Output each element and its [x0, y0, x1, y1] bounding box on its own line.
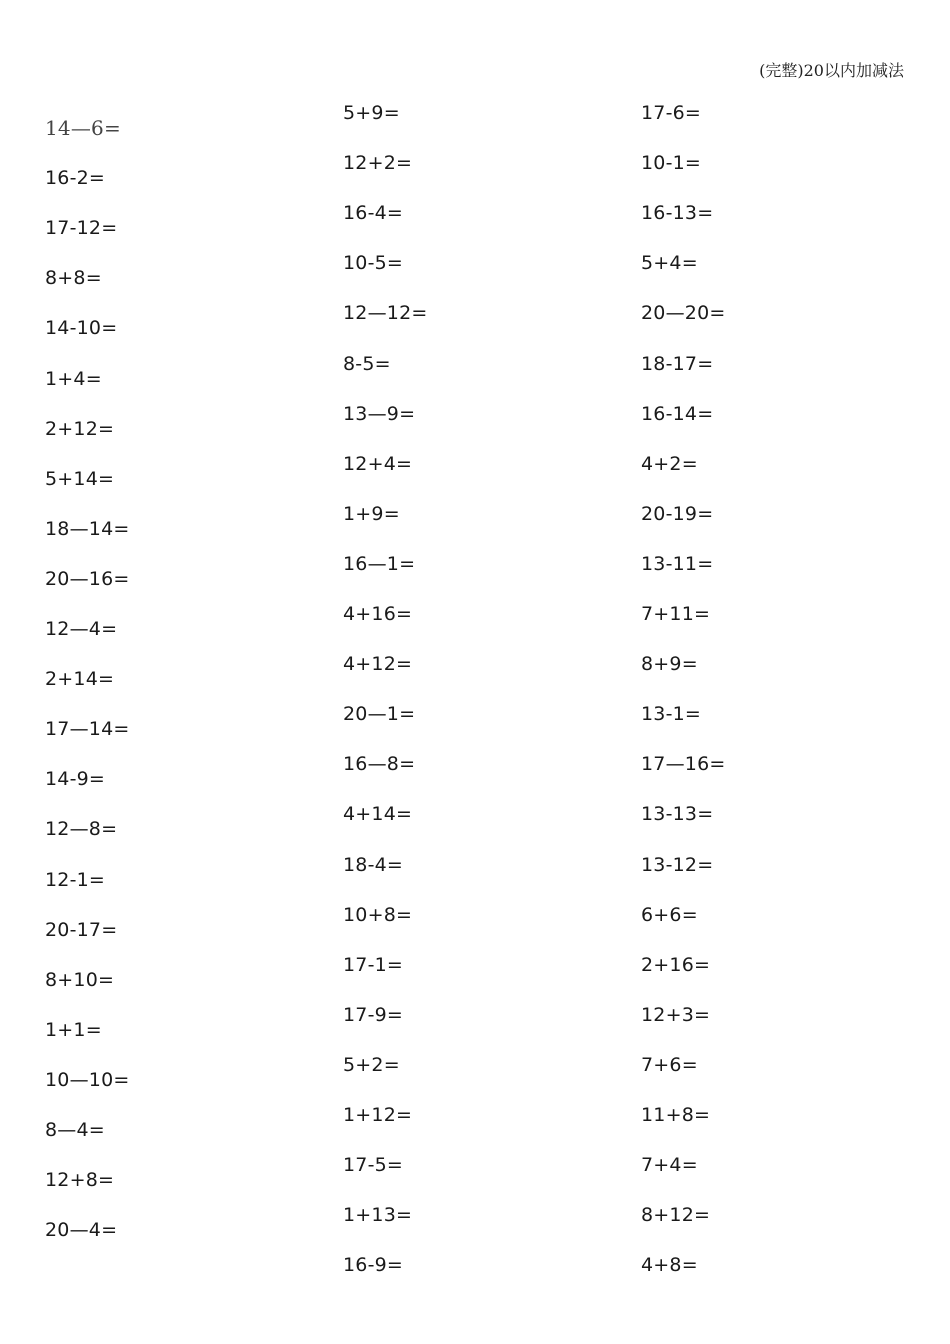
math-problem: 4+2=: [641, 452, 698, 475]
math-problem: 4+12=: [343, 653, 413, 676]
math-problem: 14-10=: [45, 317, 118, 340]
math-problem: 18-4=: [343, 853, 404, 876]
math-problem: 12-1=: [45, 868, 106, 891]
math-problem: 16-9=: [343, 1254, 404, 1277]
math-problem: 1+9=: [343, 502, 400, 525]
page-header: (完整)20以内加减法: [759, 61, 904, 80]
math-problem: 12—12=: [343, 302, 428, 325]
math-problem: 1+4=: [45, 367, 102, 390]
math-problem: 17—14=: [45, 718, 130, 741]
math-problem: 17—16=: [641, 753, 726, 776]
math-problem: 12—4=: [45, 618, 118, 640]
math-problem: 8—4=: [45, 1119, 105, 1141]
math-problem: 8+8=: [45, 267, 102, 290]
math-problem: 7+11=: [641, 603, 711, 625]
math-problem: 14—6=: [45, 116, 121, 140]
math-problem: 16-2=: [45, 167, 106, 190]
math-problem: 17-5=: [343, 1154, 404, 1177]
math-problem: 18—14=: [45, 517, 130, 540]
math-problem: 16-4=: [343, 202, 404, 225]
math-problem: 20—1=: [343, 703, 416, 726]
math-problem: 14-9=: [45, 768, 106, 791]
math-problem: 1+12=: [343, 1104, 413, 1126]
math-problem: 17-12=: [45, 217, 118, 240]
math-problem: 8+10=: [45, 968, 115, 991]
math-problem: 16-13=: [641, 202, 714, 225]
math-problem: 8+12=: [641, 1204, 711, 1227]
math-problem: 20—16=: [45, 567, 130, 590]
math-problem: 17-9=: [343, 1003, 404, 1026]
math-problem: 6+6=: [641, 903, 698, 926]
math-problem: 10-1=: [641, 152, 702, 175]
math-problem: 1+13=: [343, 1204, 413, 1227]
math-problem: 2+16=: [641, 953, 711, 976]
math-problem: 16—8=: [343, 753, 416, 776]
math-problem: 4+16=: [343, 603, 413, 625]
math-problem: 8+9=: [641, 653, 698, 676]
math-problem: 13-11=: [641, 552, 714, 575]
math-problem: 18-17=: [641, 352, 714, 375]
math-problem: 13-12=: [641, 853, 714, 876]
math-problem: 10+8=: [343, 903, 413, 926]
math-problem: 20—20=: [641, 302, 726, 325]
math-problem: 20—4=: [45, 1219, 118, 1242]
math-problem: 13—9=: [343, 402, 416, 425]
math-problem: 20-17=: [45, 918, 118, 941]
math-problem: 5+4=: [641, 252, 698, 275]
math-problem: 12+4=: [343, 452, 413, 475]
math-problem: 10—10=: [45, 1068, 130, 1091]
math-problem: 12+2=: [343, 152, 413, 175]
math-problem: 4+8=: [641, 1254, 698, 1277]
math-problem: 12—8=: [45, 818, 118, 841]
math-problem: 16—1=: [343, 552, 416, 575]
math-problem: 2+12=: [45, 417, 115, 440]
math-problem: 17-6=: [641, 102, 702, 124]
math-problem: 8-5=: [343, 352, 391, 375]
math-problem: 20-19=: [641, 502, 714, 525]
math-problem: 16-14=: [641, 402, 714, 425]
math-problem: 13-1=: [641, 703, 702, 726]
math-problem: 11+8=: [641, 1104, 711, 1126]
math-problem: 10-5=: [343, 252, 404, 275]
math-problem: 12+8=: [45, 1169, 115, 1192]
math-problem: 4+14=: [343, 803, 413, 826]
math-problem: 5+9=: [343, 102, 400, 124]
math-problem: 13-13=: [641, 803, 714, 826]
math-problem: 1+1=: [45, 1018, 102, 1041]
math-problem: 5+2=: [343, 1053, 400, 1076]
math-problem: 7+4=: [641, 1154, 698, 1177]
math-problem: 7+6=: [641, 1053, 698, 1076]
math-problem: 5+14=: [45, 467, 115, 490]
math-problem: 17-1=: [343, 953, 404, 976]
math-problem: 2+14=: [45, 668, 115, 691]
math-problem: 12+3=: [641, 1003, 711, 1026]
